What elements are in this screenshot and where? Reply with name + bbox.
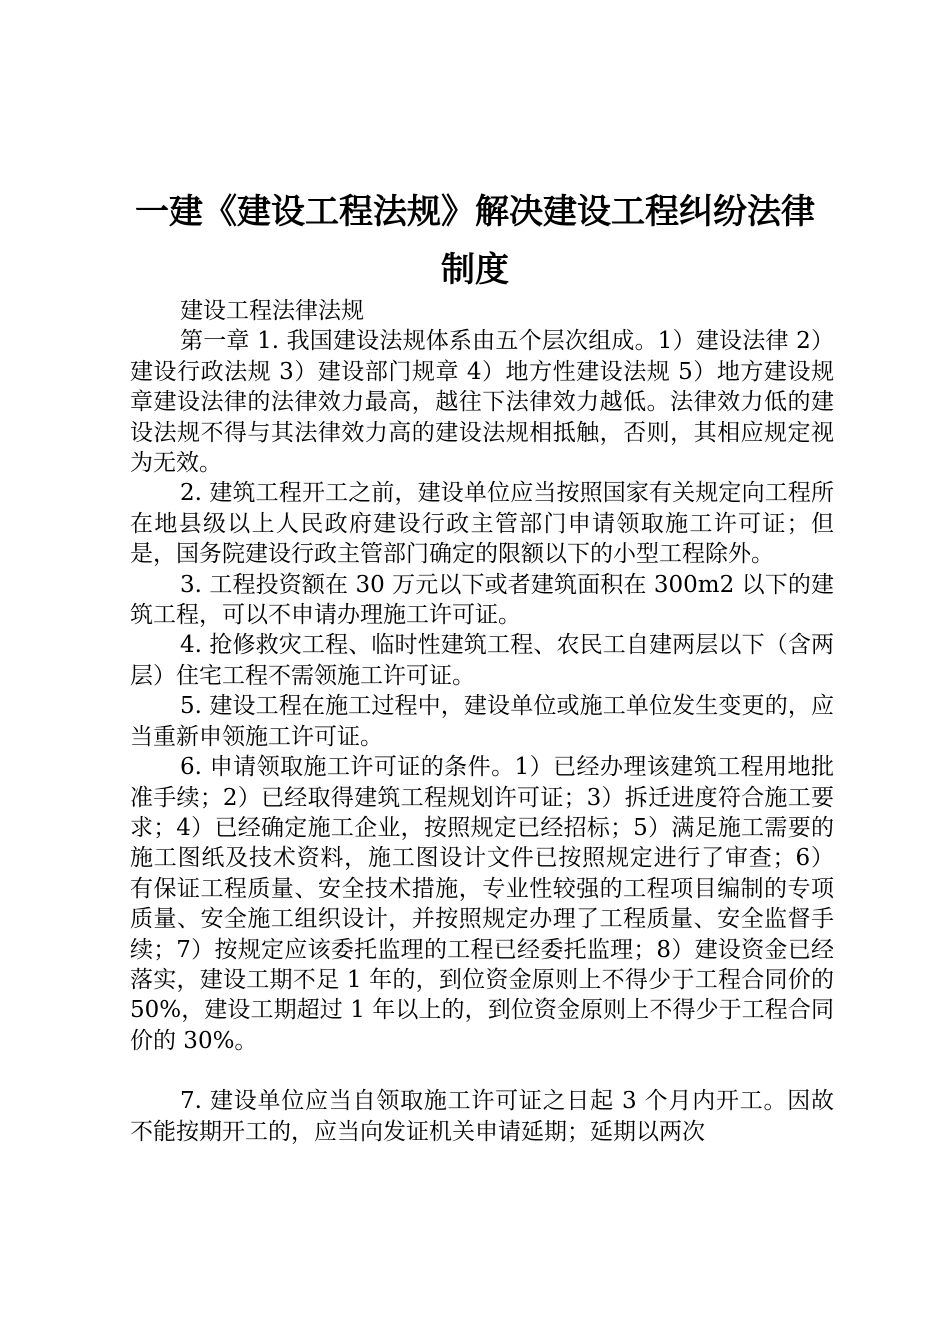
paragraph-7: 7. 建设单位应当自领取施工许可证之日起 3 个月内开工。因故不能按期开工的，应当向发证机关申请延期；延期以两次 <box>130 1088 834 1145</box>
paragraph-3: 3. 工程投资额在 30 万元以下或者建筑面积在 300m2 以下的建筑工程，可以不申请办理施工许可证。 <box>130 571 834 629</box>
section-heading: 建设工程法律法规 <box>180 298 364 324</box>
paragraph-5: 5. 建设工程在施工过程中，建设单位或施工单位发生变更的，应当重新申领施工许可证。 <box>130 693 834 750</box>
paragraph-6: 6. 申请领取施工许可证的条件。1）已经办理该建筑工程用地批准手续；2）已经取得建筑工程规划许可证；3）拆迁进度符合施工要求；4）已经确定施工企业，按照规定已经招标；5）满足施工需要的施工图纸及技术资料，施工图设计文件已按照规定进行了审查；6）有保证工程质量、安全技术措施，专业性较强的工程项目编制的专项质量、安全施工组织设计，并按照规定办理了工程质量、安全监督手续；7）按规定应该委托监理的工程已经委托监理；8）建设资金已经落实，建设工期不足 1 年的，到位资金原则上不得少于工程合同价的 50%，建设工期超过 1 年以上的，到位资金原则上不得少于工程合同价的 30%。 <box>130 754 834 1054</box>
paragraph-2: 2. 建筑工程开工之前，建设单位应当按照国家有关规定向工程所在地县级以上人民政府建设行政主管部门申请领取施工许可证；但是，国务院建设行政主管部门确定的限额以下的小型工程除外。 <box>130 480 834 568</box>
document-body <box>130 296 834 1147</box>
document-title-line-2: 制度 <box>441 250 509 290</box>
paragraph-1: 第一章 1. 我国建设法规体系由五个层次组成。1）建设法律 2）建设行政法规 3）建设部门规章 4）地方性建设法规 5）地方建设规章建设法律的法律效力最高，越往下法律效力越低。法律效力低的建设法规不得与其法律效力高的建设法规相抵触，否则，其相应规定视为无效。 <box>130 328 834 477</box>
document-title-line-1: 一建《建设工程法规》解决建设工程纠纷法律 <box>135 192 815 232</box>
paragraph-4: 4. 抢修救灾工程、临时性建筑工程、农民工自建两层以下（含两层）住宅工程不需领施工许可证。 <box>130 632 834 689</box>
